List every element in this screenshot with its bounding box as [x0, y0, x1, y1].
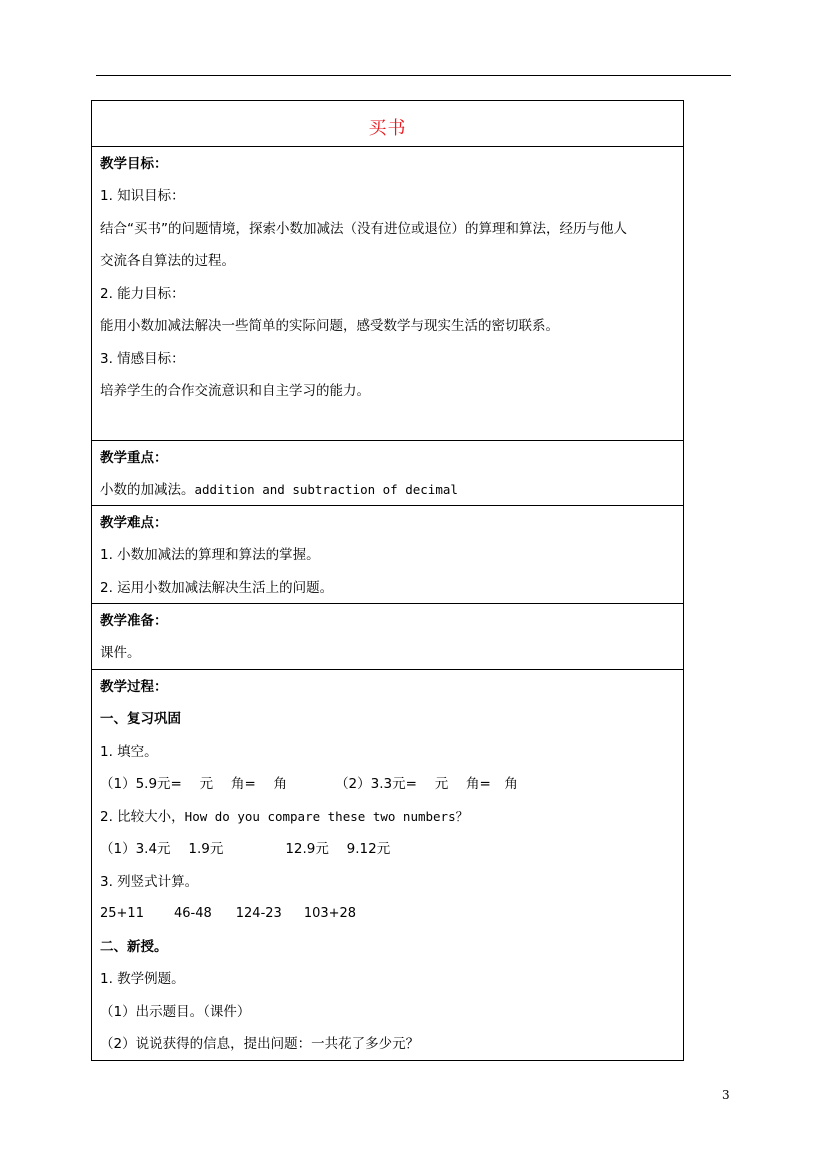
key-point-cell [92, 440, 683, 505]
page-number: 3 [722, 1088, 730, 1102]
knowledge-line2: 交流各自算法的过程。 [100, 253, 235, 269]
header-rule [96, 75, 731, 76]
key-point-text-cn: 小数的加减法。 [100, 482, 195, 498]
ability-label: 2. 能力目标： [100, 286, 185, 302]
key-point-text-en: addition and subtraction of decimal [194, 482, 458, 497]
preparation-cell [92, 603, 683, 669]
calc-item: 25+11 [100, 906, 144, 921]
difficulty-item2: 2. 运用小数加减法解决生活上的问题。 [100, 580, 334, 596]
step-2: （2）说说获得的信息，提出问题：一共花了多少元？ [100, 1036, 420, 1052]
review-heading: 一、复习巩固 [100, 711, 181, 727]
calc-item: 103+28 [303, 906, 357, 921]
calc-label: 3. 列竖式计算。 [100, 874, 199, 890]
process-cell [92, 669, 683, 1060]
fill-question-2: （2）3.3元= 元 角= 角 [335, 776, 518, 792]
knowledge-label: 1. 知识目标： [100, 188, 185, 204]
preparation-text: 课件。 [100, 645, 141, 661]
compare-question-1: （1）3.4元 1.9元 [100, 841, 224, 857]
document-title: 买书 [368, 118, 407, 139]
difficulty-heading: 教学难点： [100, 515, 168, 531]
fill-questions [100, 775, 518, 793]
emotion-label: 3. 情感目标： [100, 351, 185, 367]
key-point-heading: 教学重点： [100, 450, 168, 466]
lesson-plan-table [91, 100, 684, 1061]
compare-label-cn: 2. 比较大小， [100, 809, 185, 825]
compare-questions [100, 840, 390, 858]
goals-cell [92, 146, 683, 440]
new-heading: 二、新授。 [100, 939, 168, 955]
goals-heading: 教学目标： [100, 156, 168, 172]
calc-item: 46-48 [173, 906, 212, 921]
title-cell [92, 101, 683, 146]
calc-item: 124-23 [235, 906, 282, 921]
key-point-text [100, 481, 458, 499]
preparation-heading: 教学准备： [100, 613, 168, 629]
difficulty-item1: 1. 小数加减法的算理和算法的掌握。 [100, 547, 320, 563]
difficulty-cell [92, 505, 683, 603]
emotion-text: 培养学生的合作交流意识和自主学习的能力。 [100, 383, 370, 399]
knowledge-line1: 结合“买书”的问题情境，探索小数加减法（没有进位或退位）的算理和算法，经历与他人 [100, 221, 627, 237]
compare-label-en: How do you compare these two numbers？ [184, 809, 469, 824]
fill-label: 1. 填空。 [100, 744, 158, 760]
step-1: （1）出示题目。（课件） [100, 1004, 251, 1020]
compare-label [100, 808, 468, 826]
fill-question-1: （1）5.9元= 元 角= 角 [100, 776, 288, 792]
calc-items [100, 905, 356, 923]
ability-text: 能用小数加减法解决一些简单的实际问题，感受数学与现实生活的密切联系。 [100, 318, 559, 334]
example-label: 1. 教学例题。 [100, 971, 185, 987]
compare-question-2: 12.9元 9.12元 [285, 841, 391, 857]
process-heading: 教学过程： [100, 679, 168, 695]
